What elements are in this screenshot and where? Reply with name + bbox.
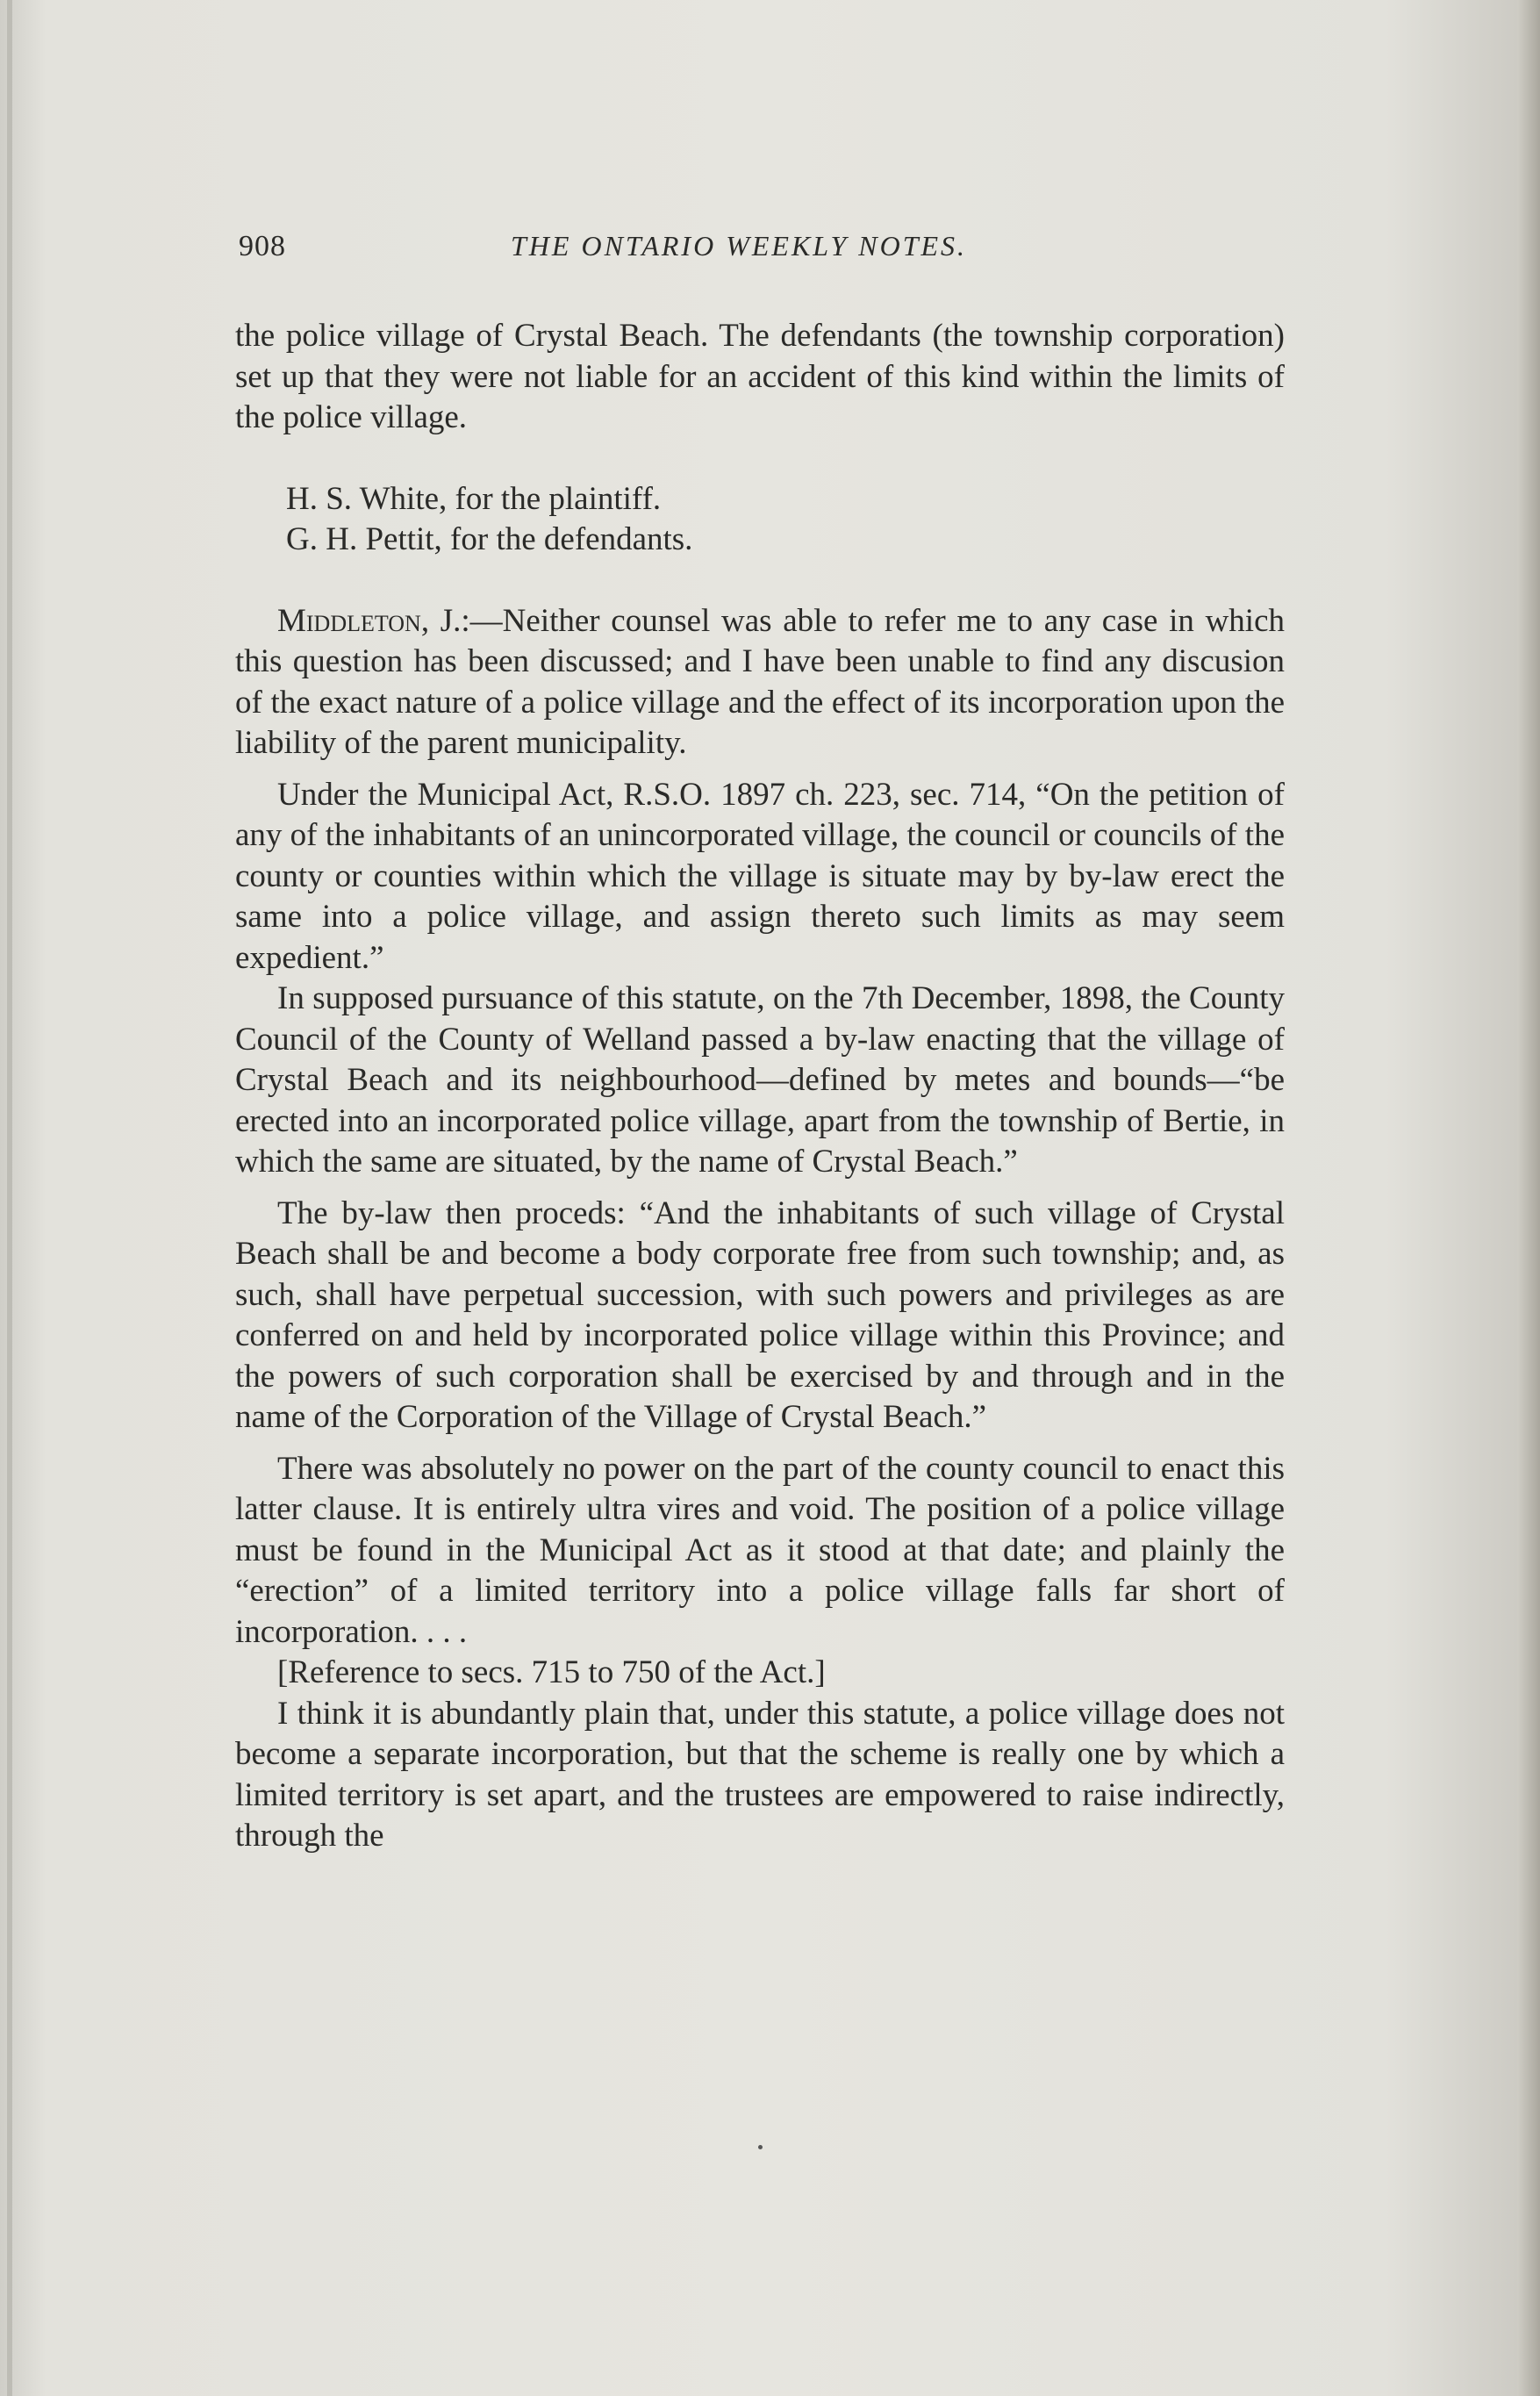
judge-name: Middleton, J. <box>277 602 462 639</box>
judgment-opening-text: :—Neither counsel was able to refer me to any case in which this question has been discussed; and I have been unable to find any discusion of the exact nature of a police village and the effect of its incorporation upon the liability of the parent municipality. <box>235 602 1285 761</box>
page-header <box>239 230 1292 272</box>
page-number: 908 <box>239 230 286 262</box>
ink-speck <box>758 2145 763 2149</box>
paragraph-continuation: the police village of Crystal Beach. The defendants (the township corporation) set up that they were not liable for an accident of this kind within the limits of the police village. <box>235 318 1285 435</box>
paragraph-bylaw-passed: In supposed pursuance of this statute, on the 7th December, 1898, the County Council of the County of Welland passed a by-law enacting that the village of Crystal Beach and its neighbourhood—defined by metes and bounds—“be erected into an incorporated police village, apart from the township of Bertie, in which the same are situated, by the name of Crystal Beach.” <box>235 980 1285 1180</box>
page-right-edge <box>1517 0 1540 2396</box>
counsel-defendants: G. H. Pettit, for the defendants. <box>286 521 693 557</box>
paragraph-reference: [Reference to secs. 715 to 750 of the Act.] <box>277 1654 826 1690</box>
paragraph-conclusion: I think it is abundantly plain that, under this statute, a police village does not become a separate incorporation, but that the scheme is really one by which a limited territory is set apart, and the trustees are empowered to raise indirectly, through the <box>235 1695 1285 1854</box>
paragraph-ultra-vires: There was absolutely no power on the part of the county council to enact this latter clause. It is entirely ultra vires and void. The position of a police village must be found in the Municipal Act as it stood at that date; and plainly the “erection” of a limited territory into a police village falls far short of incorporation. . . . <box>235 1450 1285 1650</box>
paragraph-bylaw-proceeds: The by-law then proceds: “And the inhabitants of such village of Crystal Beach shall be and become a body corporate free from such township; and, as such, shall have perpetual succession, with such powers and privileges as are conferred on and held by incorporated police village within this Province; and the powers of such corporation shall be exercised by and through and in the name of the Corporation of the Village of Crystal Beach.” <box>235 1194 1285 1435</box>
paragraph-municipal-act: Under the Municipal Act, R.S.O. 1897 ch. 223, sec. 714, “On the petition of any of the inhabitants of an unincorporated village, the council or councils of the county or counties within which the village is situate may by by-law erect the same into a police village, and assign thereto such limits as may seem expedient.” <box>235 776 1285 976</box>
body-text <box>235 316 1285 1857</box>
counsel-plaintiff: H. S. White, for the plaintiff. <box>286 480 662 517</box>
page-binding-edge <box>7 0 12 2396</box>
judgment-opening <box>235 601 1285 764</box>
running-head: THE ONTARIO WEEKLY NOTES. <box>511 230 968 262</box>
